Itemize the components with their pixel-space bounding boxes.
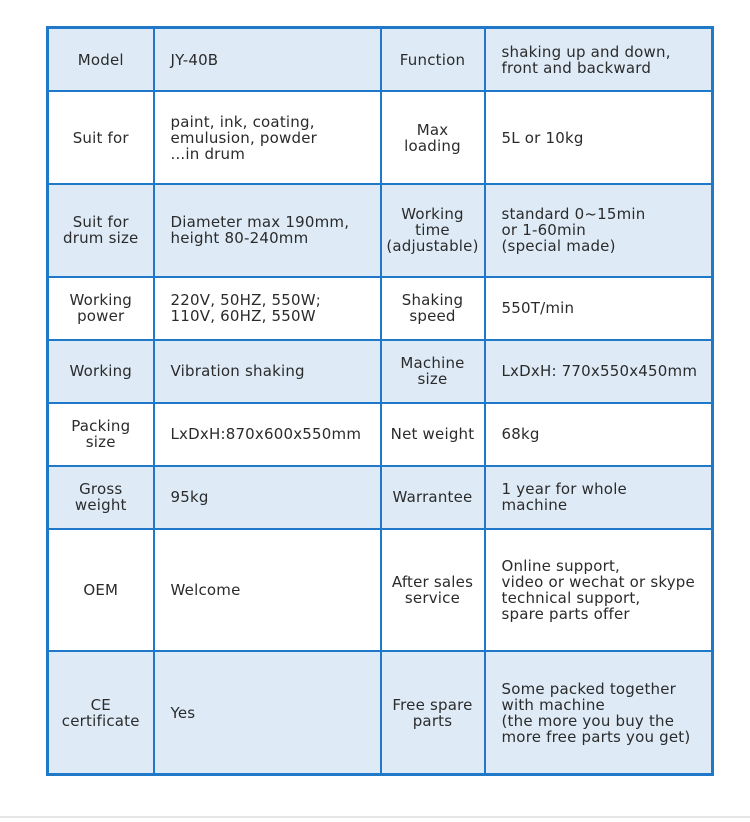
row-value: JY-40B bbox=[154, 28, 381, 92]
row-label: OEM bbox=[48, 529, 154, 651]
row-label: Working time (adjustable) bbox=[381, 184, 485, 277]
row-label: Working power bbox=[48, 277, 154, 340]
row-value: Diameter max 190mm, height 80-240mm bbox=[154, 184, 381, 277]
row-label: Gross weight bbox=[48, 466, 154, 529]
row-label: Net weight bbox=[381, 403, 485, 466]
row-label: Working bbox=[48, 340, 154, 403]
table-row bbox=[48, 403, 713, 466]
table-row bbox=[48, 28, 713, 92]
row-label: Warrantee bbox=[381, 466, 485, 529]
bottom-divider bbox=[0, 816, 750, 818]
row-label: Machine size bbox=[381, 340, 485, 403]
row-label: Packing size bbox=[48, 403, 154, 466]
table-row bbox=[48, 340, 713, 403]
row-label: Shaking speed bbox=[381, 277, 485, 340]
row-value: standard 0~15min or 1-60min (special made) bbox=[485, 184, 713, 277]
row-value: 95kg bbox=[154, 466, 381, 529]
row-value: 68kg bbox=[485, 403, 713, 466]
row-label: After sales service bbox=[381, 529, 485, 651]
table-row bbox=[48, 277, 713, 340]
row-label: Suit for bbox=[48, 91, 154, 184]
row-value: 220V, 50HZ, 550W; 110V, 60HZ, 550W bbox=[154, 277, 381, 340]
table-row bbox=[48, 466, 713, 529]
row-label: Max loading bbox=[381, 91, 485, 184]
row-value: LxDxH:870x600x550mm bbox=[154, 403, 381, 466]
row-label: Function bbox=[381, 28, 485, 92]
row-value: 5L or 10kg bbox=[485, 91, 713, 184]
row-value: Welcome bbox=[154, 529, 381, 651]
row-value: 1 year for whole machine bbox=[485, 466, 713, 529]
row-value: Vibration shaking bbox=[154, 340, 381, 403]
row-value: shaking up and down, front and backward bbox=[485, 28, 713, 92]
row-label: CE certificate bbox=[48, 651, 154, 774]
table-row bbox=[48, 529, 713, 651]
row-value: LxDxH: 770x550x450mm bbox=[485, 340, 713, 403]
table-row bbox=[48, 184, 713, 277]
row-value: Some packed together with machine (the more you buy the more free parts you get) bbox=[485, 651, 713, 774]
row-label: Free spare parts bbox=[381, 651, 485, 774]
row-value: Online support, video or wechat or skype technical support, spare parts offer bbox=[485, 529, 713, 651]
table-row bbox=[48, 651, 713, 774]
row-value: Yes bbox=[154, 651, 381, 774]
row-label: Suit for drum size bbox=[48, 184, 154, 277]
row-value: 550T/min bbox=[485, 277, 713, 340]
row-value: paint, ink, coating, emulusion, powder ...in drum bbox=[154, 91, 381, 184]
specification-table bbox=[46, 26, 714, 776]
table-row bbox=[48, 91, 713, 184]
row-label: Model bbox=[48, 28, 154, 92]
